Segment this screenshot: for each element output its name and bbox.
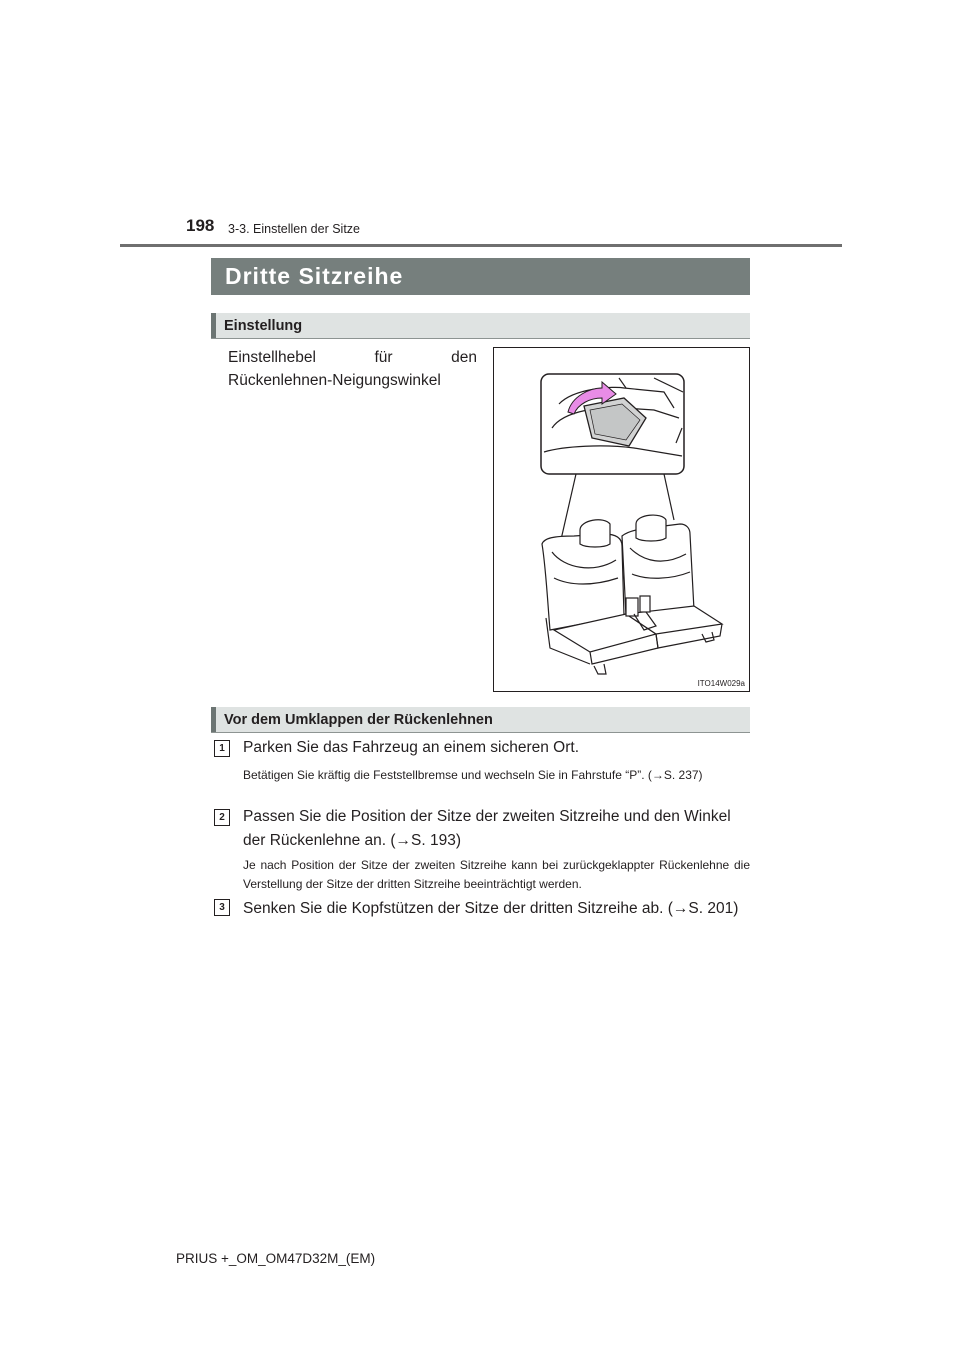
step-number-3: 3 bbox=[214, 899, 230, 916]
step-number-2: 2 bbox=[214, 809, 230, 826]
section-reference: 3-3. Einstellen der Sitze bbox=[228, 222, 361, 236]
step-number-1: 1 bbox=[214, 740, 230, 757]
step-2-note: Je nach Position der Sitze der zweiten Sitzreihe kann bei zurückgeklappter Rückenlehne die Verstellung der Sitze der dritten Sitzreihe beeinträchtigt werden. bbox=[243, 858, 750, 891]
section-heading-umklappen bbox=[211, 707, 750, 733]
step-3-text: Senken Sie die Kopfstützen der Sitze der dritten Sitzreihe ab. (→S. 201) bbox=[243, 900, 739, 917]
document-id: PRIUS +_OM_OM47D32M_(EM) bbox=[176, 1251, 376, 1266]
page-number: 198 bbox=[186, 216, 215, 235]
step-1-text: Parken Sie das Fahrzeug an einem sicheren Ort. bbox=[243, 739, 580, 756]
lever-description: Einstellhebel für den Rückenlehnen-Neigungswinkel bbox=[228, 349, 477, 389]
step-2-text: Passen Sie die Position der Sitze der zweiten Sitzreihe und den Winkel der Rückenlehne an. (→S. 193) bbox=[243, 808, 731, 849]
step-1-note: Betätigen Sie kräftig die Feststellbremse und wechseln Sie in Fahrstufe “P”. (→S. 237) bbox=[243, 768, 703, 782]
page-title: Dritte Sitzreihe bbox=[211, 258, 750, 295]
header-divider bbox=[120, 244, 842, 247]
section-heading-einstellung bbox=[211, 313, 750, 339]
figure-code: ITO14W029a bbox=[697, 679, 745, 688]
third-row-seats-drawing bbox=[494, 348, 751, 693]
section-heading-label: Einstellung bbox=[224, 318, 303, 334]
section-heading-label: Vor dem Umklappen der Rückenlehnen bbox=[224, 712, 493, 728]
seat-illustration bbox=[493, 347, 750, 692]
